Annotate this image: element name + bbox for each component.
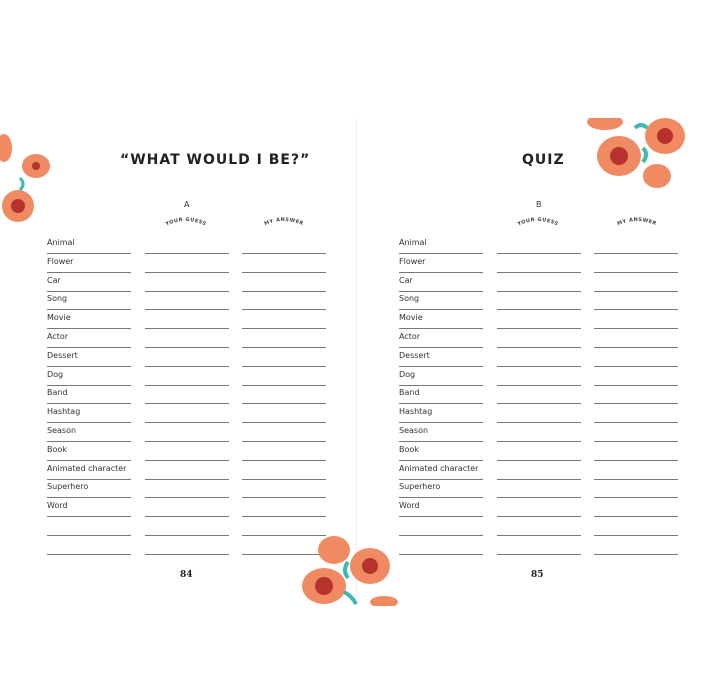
quiz-row: [357, 236, 720, 254]
quiz-row: [0, 236, 357, 254]
my-answer-header: [254, 212, 314, 230]
quiz-row: [0, 480, 357, 498]
category-label: Book: [399, 444, 419, 454]
category-label: Actor: [47, 332, 69, 341]
category-label: Song: [47, 294, 68, 304]
quiz-row: [357, 480, 720, 498]
quiz-row: [357, 255, 720, 273]
category-label: Animal: [399, 238, 427, 247]
right-page: [357, 118, 720, 606]
your-guess-line[interactable]: [497, 554, 581, 555]
category-label: Band: [399, 388, 420, 398]
flower-icon: [585, 118, 695, 194]
quiz-row: [357, 386, 720, 404]
category-label: Flower: [399, 256, 426, 266]
quiz-row: [357, 330, 720, 348]
column-letter: A: [184, 200, 190, 209]
quiz-row: [0, 311, 357, 329]
category-label: Flower: [47, 256, 74, 266]
category-label: Word: [47, 501, 68, 511]
flower-icon: [0, 128, 58, 228]
quiz-row: [0, 255, 357, 273]
quiz-row: [357, 311, 720, 329]
category-label: Season: [399, 426, 429, 435]
svg-text:MY ANSWER: MY ANSWER: [616, 216, 658, 228]
category-label: Movie: [47, 313, 71, 323]
page-number: 85: [531, 570, 544, 580]
quiz-row: [357, 462, 720, 480]
category-label: Hashtag: [47, 407, 81, 417]
quiz-row: [357, 537, 720, 555]
quiz-row: [357, 518, 720, 536]
category-label: Car: [47, 275, 61, 285]
svg-text:YOUR GUESS: YOUR GUESS: [516, 216, 560, 228]
your-guess-header: [508, 212, 568, 230]
svg-text:MY ANSWER: MY ANSWER: [263, 216, 305, 228]
category-label: Animal: [47, 238, 75, 247]
category-label: Hashtag: [399, 407, 433, 417]
category-rule: [399, 554, 483, 555]
your-guess-line[interactable]: [145, 554, 229, 555]
category-rule: [47, 554, 131, 555]
quiz-row: [0, 499, 357, 517]
my-answer-line[interactable]: [594, 554, 678, 555]
quiz-row: [357, 274, 720, 292]
quiz-row: [0, 330, 357, 348]
page-title: “WHAT WOULD I BE?”: [120, 152, 311, 168]
quiz-row: [0, 292, 357, 310]
category-label: Animated character: [47, 463, 127, 473]
category-label: Band: [47, 388, 68, 398]
category-label: Dessert: [399, 350, 430, 360]
flower-icon: [296, 532, 406, 606]
quiz-row: [0, 424, 357, 442]
category-label: Word: [399, 501, 420, 511]
quiz-row: [0, 462, 357, 480]
category-label: Car: [399, 275, 413, 285]
category-label: Movie: [399, 313, 423, 323]
quiz-row: [357, 368, 720, 386]
column-letter: B: [536, 200, 542, 209]
book-spread: [0, 118, 720, 606]
quiz-row: [0, 443, 357, 461]
svg-text:YOUR GUESS: YOUR GUESS: [164, 216, 208, 228]
quiz-row: [357, 405, 720, 423]
category-label: Song: [399, 294, 420, 304]
category-label: Superhero: [47, 482, 89, 492]
category-label: Dog: [47, 369, 64, 379]
category-label: Book: [47, 444, 67, 454]
page-title: QUIZ: [522, 152, 565, 168]
quiz-row: [0, 274, 357, 292]
category-label: Superhero: [399, 482, 441, 492]
category-label: Animated character: [399, 463, 479, 473]
quiz-row: [0, 386, 357, 404]
quiz-row: [357, 443, 720, 461]
category-label: Actor: [399, 332, 421, 341]
quiz-row: [0, 349, 357, 367]
my-answer-header: [607, 212, 667, 230]
quiz-row: [357, 349, 720, 367]
page-number: 84: [180, 570, 193, 580]
quiz-row: [357, 292, 720, 310]
quiz-row: [357, 424, 720, 442]
quiz-row: [357, 499, 720, 517]
quiz-row: [0, 405, 357, 423]
quiz-row: [0, 368, 357, 386]
your-guess-header: [156, 212, 216, 230]
category-label: Dessert: [47, 350, 78, 360]
category-label: Season: [47, 426, 77, 435]
category-label: Dog: [399, 369, 416, 379]
